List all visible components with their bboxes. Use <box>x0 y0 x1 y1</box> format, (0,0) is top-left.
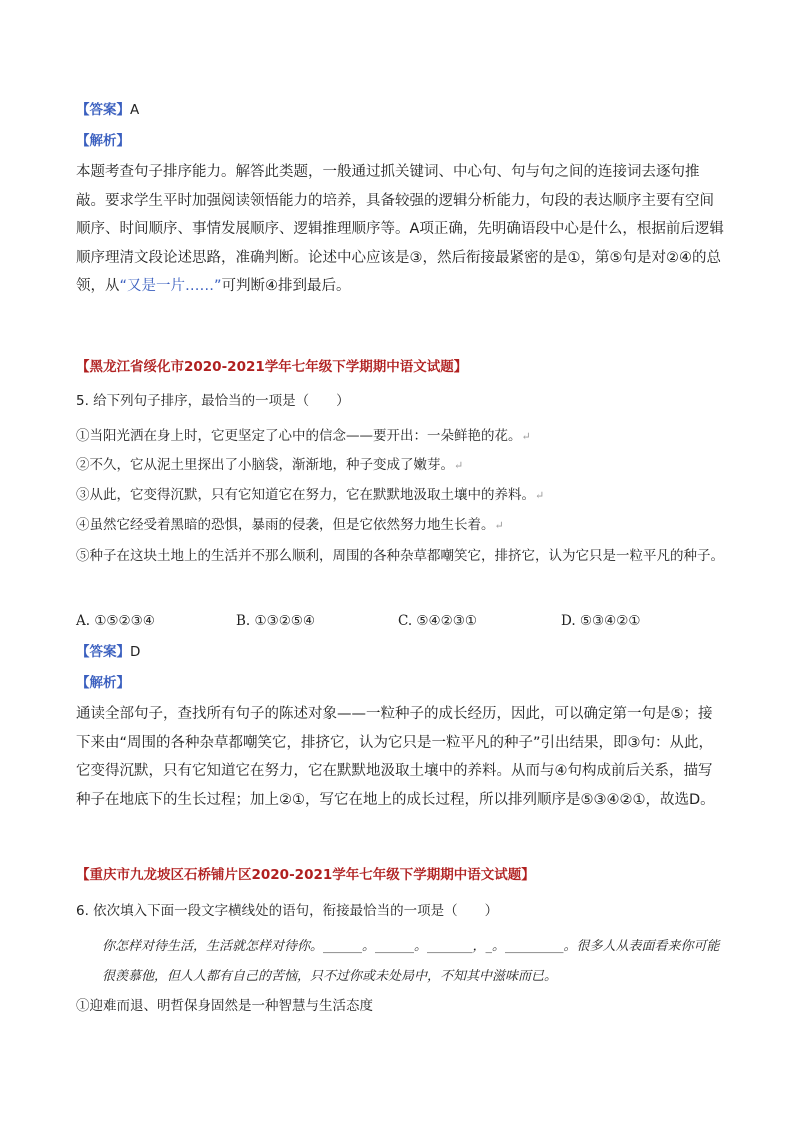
q4-answer <box>76 100 734 120</box>
option-d: D. ⑤③④②① <box>561 613 641 629</box>
q5-options <box>76 611 734 631</box>
option-a: A. ①⑤②③④ <box>76 613 155 629</box>
answer-value: D <box>130 644 141 660</box>
answer-tag: 【答案】 <box>76 644 130 660</box>
q5-sentence-5: ⑤种子在这块土地上的生活并不那么顺利，周围的各种杂草都嘲笑它，排挤它，认为它只是一粒平凡的种子。 <box>76 548 724 564</box>
q6-source <box>76 865 734 885</box>
q6-question: 6. 依次填入下面一段文字横线处的语句，衔接最恰当的一项是（ ） <box>76 903 499 919</box>
analysis-part1: 本题考查句子排序能力。解答此类题，一般通过抓关键词、中心句、句与句之间的连接词去逐句推敲。要求学生平时加强阅读领悟能力的培养，具备较强的逻辑分析能力，句段的表达顺序主要有空间顺序、时间顺序、事情发展顺序、逻辑推理顺序等。A项正确，先明确语段中心是什么，根据前后逻辑顺序理清文段论述思路，准确判断。论述中心应该是③，然后衔接最紧密的是①，第⑤句是对②④的总领，从 <box>76 164 724 294</box>
analysis-part2: 可判断④排到最后。 <box>221 278 351 294</box>
q5-analysis-text: 通读全部句子，查找所有句子的陈述对象——一粒种子的成长经历，因此，可以确定第一句是⑤；接下来由“周围的各种杂草都嘲笑它，排挤它，认为它只是一粒平凡的种子”引出结果，即③句：从此，它变得沉默，只有它知道它在努力，它在默默地汲取土壤中的养料。从而与④句构成前后关系，描写种子在地底下的生长过程；加上②①，写它在地上的成长过程，所以排列顺序是⑤③④②①，故选D。 <box>76 706 715 808</box>
q5-sentence-4: ④虽然它经受着黑暗的恐惧，暴雨的侵袭，但是它依然努力地生长着。↵ <box>76 517 504 533</box>
source-region: 黑龙江省绥化市 <box>89 359 184 375</box>
source-years: 2020-2021 <box>251 867 333 883</box>
source-close: 】 <box>521 867 535 883</box>
option-c: C. ⑤④②③① <box>398 613 477 629</box>
source-years: 2020-2021 <box>184 359 265 375</box>
q4-analysis-text <box>76 158 724 301</box>
q6-item-1: ①迎难而退、明哲保身固然是一种智慧与生活态度 <box>76 998 373 1014</box>
q5-sentence-1: ①当阳光洒在身上时，它更坚定了心中的信念——要开出：一朵鲜艳的花。↵ <box>76 428 531 444</box>
analysis-tag: 【解析】 <box>76 133 130 149</box>
q6-passage: 你怎样对待生活，生活就怎样对待你。______。______。_______，_。_________。很多人从表面看来你可能很羡慕他，但人人都有自己的苦恼，只不过你或未处局中，不知其中滋味而已。 <box>102 939 720 984</box>
source-open: 【 <box>76 867 90 883</box>
q5-source <box>76 357 734 377</box>
q5-sentence-2: ②不久，它从泥土里探出了小脑袋，渐渐地，种子变成了嫩芽。↵ <box>76 457 464 473</box>
source-rest: 学年七年级下学期期中语文试题 <box>264 359 454 375</box>
source-close: 】 <box>453 359 468 375</box>
source-region: 重庆市九龙坡区石桥铺片区 <box>89 867 252 883</box>
answer-value: A <box>130 102 140 118</box>
source-open: 【 <box>76 359 90 375</box>
analysis-quote: “又是一片……” <box>119 278 222 294</box>
q4-analysis-tag <box>76 131 734 151</box>
answer-tag: 【答案】 <box>76 102 130 118</box>
q5-answer <box>76 642 734 662</box>
analysis-tag: 【解析】 <box>76 675 130 691</box>
q5-question: 5. 给下列句子排序，最恰当的一项是（ ） <box>76 393 350 409</box>
q5-analysis-tag <box>76 673 734 693</box>
option-b: B. ①③②⑤④ <box>236 613 316 629</box>
q5-sentence-3: ③从此，它变得沉默，只有它知道它在努力，它在默默地汲取土壤中的养料。↵ <box>76 487 545 503</box>
source-rest: 学年七年级下学期期中语文试题 <box>332 867 522 883</box>
